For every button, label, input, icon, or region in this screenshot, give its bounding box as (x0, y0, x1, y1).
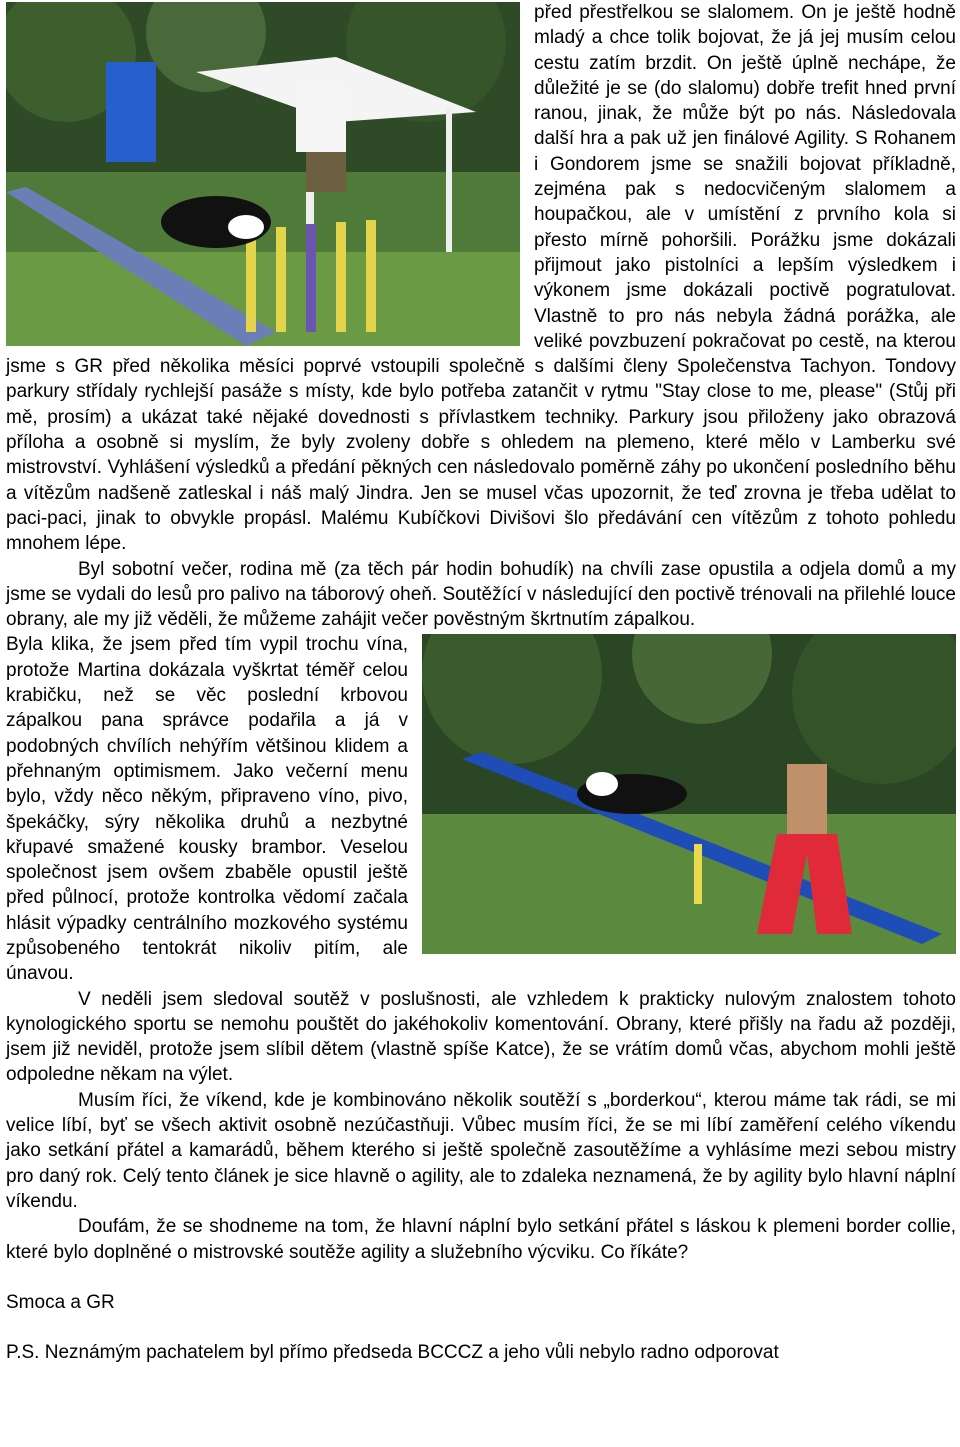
agility-photo-seesaw (422, 634, 956, 954)
paragraph-5: Musím říci, že víkend, kde je kombinováno několik soutěží s „borderkou“, kterou máme tak rádi, se mi velice líbí, byť se všech aktivit osobně nezúčastňuji. Vůbec musím říci, že se mi líbí zaměření celého víkendu jako setkání přátel a kamarádů, během kterého si ještě společně zasoutěžíme a vyhlásíme mezi sebou mistry pro daný rok. Celý tento článek je sice hlavně o agility, ale to zdaleka neznamená, že by agility bylo hlavní náplní víkendu. (6, 1089, 956, 1212)
paragraph-1: před přestřelkou se slalomem. On je ještě hodně mladý a chce tolik bojovat, že já jej musím celou cestu zatím brzdit. On ještě úplně nechápe, že důležité je se (do slalomu) dobře trefit hned první ranou, jinak, že může být po nás. Následovala další hra a pak už jen finálové Agility. S Rohanem i Gondorem jsme se snažili bojovat příkladně, zejména pak s nedocvičeným slalomem a houpačkou, ale v umístění z prvního kola si přesto mírně pohoršili. Porážku jsme dokázali přijmout jako pistolníci a lepším výsledkem i výkonem jsme dokázali poctivě pogratulovat. Vlastně to pro nás nebyla žádná porážka, ale veliké povzbuzení pokračovat po cestě, na kterou jsme s GR před několika měsíci poprvé vstoupili společně s dalšími členy Společenstva Tachyon. Tondovy parkury střídaly rychlejší pasáže s místy, kde bylo potřeba zatančit v rytmu "Stay close to me, please" (Stůj při mě, prosím) a ukázat také nějaké dovednosti s přívlastkem techniky. Parkury jsou přiloženy jako obrazová příloha a osobně si myslím, že byly zvoleny dobře s ohledem na plemeno, které mělo v Lamberku své mistrovství. Vyhlášení výsledků a předání pěkných cen následovalo poměrně záhy po ukončení posledního běhu a vítězům nadšeně zatleskal i náš malý Jindra. Jen se musel včas upozornit, že teď zrovna je třeba udělat to paci-paci, jinak to obvykle propásl. Malému Kubíčkovi Divišovi šlo předávání cen vítězům z tohoto pohledu mnohem lépe. (6, 2, 956, 555)
paragraph-3: Byla klika, že jsem před tím vypil trochu vína, protože Martina dokázala vyškrtat téměř celou krabičku, než se věc poslední krbovou zápalkou pana správce podařila a já v podobných chvílích nehýřím většinou klidem a přehnaným optimismem. Jako večerní menu bylo, vždy něco někým, připraveno víno, pivo, špekáčky, sýry několika druhů a nezbytné křupavé smažené kousky brambor. Veselou společnost jsem ovšem zbaběle opustil ještě před půlnocí, protože kontrolka vědomí začala hlásit výpadky centrálního mozkového systému způsobeného tentokrát nikoliv pitím, ale únavou. (6, 634, 408, 985)
postscript: P.S. Neznámým pachatelem byl přímo předseda BCCCZ a jeho vůli nebylo radno odporovat (6, 1342, 779, 1364)
signature: Smoca a GR (6, 1291, 115, 1313)
paragraph-6: Doufám, že se shodneme na tom, že hlavní náplní bylo setkání přátel s láskou k plemeni border collie, které bylo doplněné o mistrovské soutěže agility a služebního výcviku. Co říkáte? (6, 1216, 956, 1263)
agility-photo-slalom (6, 2, 520, 346)
paragraph-4: V neděli jsem sledoval soutěž v poslušnosti, ale vzhledem k prakticky nulovým znalostem tohoto kynologického sportu se nemohu pouštět do jakéhokoliv komentování. Obrany, které přišly na řadu až později, jsem již neviděl, protože jsem slíbil dětem (vlastně spíše Katce), že se vrátím domů včas, abychom mohli ještě odpoledne někam na výlet. (6, 988, 956, 1086)
article-page (6, 0, 956, 1365)
paragraph-2: Byl sobotní večer, rodina mě (za těch pár hodin bohudík) na chvíli zase opustila a odjela domů a my jsme se vydali do lesů pro palivo na táborový oheň. Soutěžící v následující den poctivě trénovali na přilehlé louce obrany, ale my již věděli, že můžeme zahájit večer pověstným škrtnutím zápalkou. (6, 558, 956, 631)
